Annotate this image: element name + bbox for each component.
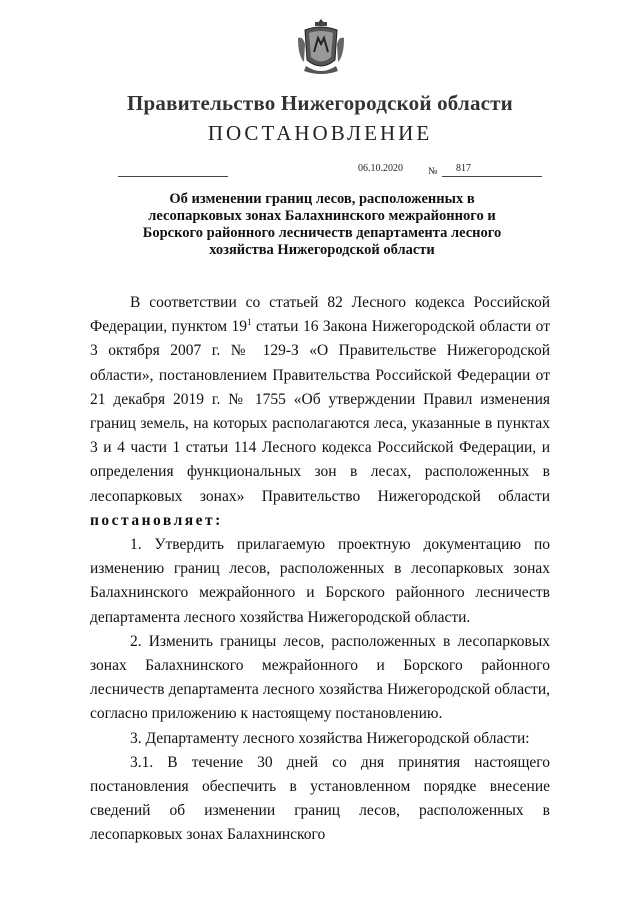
date-blank-line [118,176,228,177]
organization-title: Правительство Нижегородской области [127,91,513,115]
item-3-1: 3.1. В течение 30 дней со дня принятия настоящего постановления обеспечить в установленном порядке внесение сведений об изменении границ лесов, расположенных в лесопарковых зонах Балахнинского [90,753,550,844]
number-sign: № [428,166,438,177]
superscript: 1 [247,317,252,328]
coat-of-arms-icon [296,18,346,74]
document-type: ПОСТАНОВЛЕНИЕ [207,121,433,145]
document-body [90,291,550,848]
item-3: 3. Департаменту лесного хозяйства Нижегородской области: [130,729,530,747]
document-date: 06.10.2020 [358,163,403,174]
decree-word: постановляет: [90,511,223,529]
item-1: 1. Утвердить прилагаемую проектную документацию по изменению границ лесов, расположенных в лесопарковых зонах Балахнинского межрайонного и Борского районного лесничеств департамента лесного хозяйства Нижегородской области. [90,536,550,626]
number-blank-line [442,176,542,177]
document-subject: Об изменении границ лесов, расположенных в лесопарковых зонах Балахнинского межрайонного и Борского районного лесничеств департамента лесного хозяйства Нижегородской области [142,191,502,258]
item-2: 2. Изменить границы лесов, расположенных в лесопарковых зонах Балахнинского межрайонного и Борского районного лесничеств департамента лесного хозяйства Нижегородской области, согласно приложению к настоящему постановлению. [90,632,550,723]
document-number: 817 [456,163,471,174]
preamble-paragraph: В соответствии со статьей 82 Лесного кодекса Российской Федерации, пунктом $19^1$ статьи 16 Закона Нижегородской области от 3 октября 2007 г. № 129-З «О Правительстве Нижегородской области», постановлением Правительства Российской Федерации от 21 декабря 2019 г. № 1755 «Об утверждении Правил изменения границ земель, на которых располагаются леса, указанные в пунктах 3 и 4 части 1 статьи 114 Лесного кодекса Российской Федерации, и определения функциональных зон в лесах, расположенных в лесопарковых зонах» Правительство Нижегородской области постановляет: [90,294,550,529]
